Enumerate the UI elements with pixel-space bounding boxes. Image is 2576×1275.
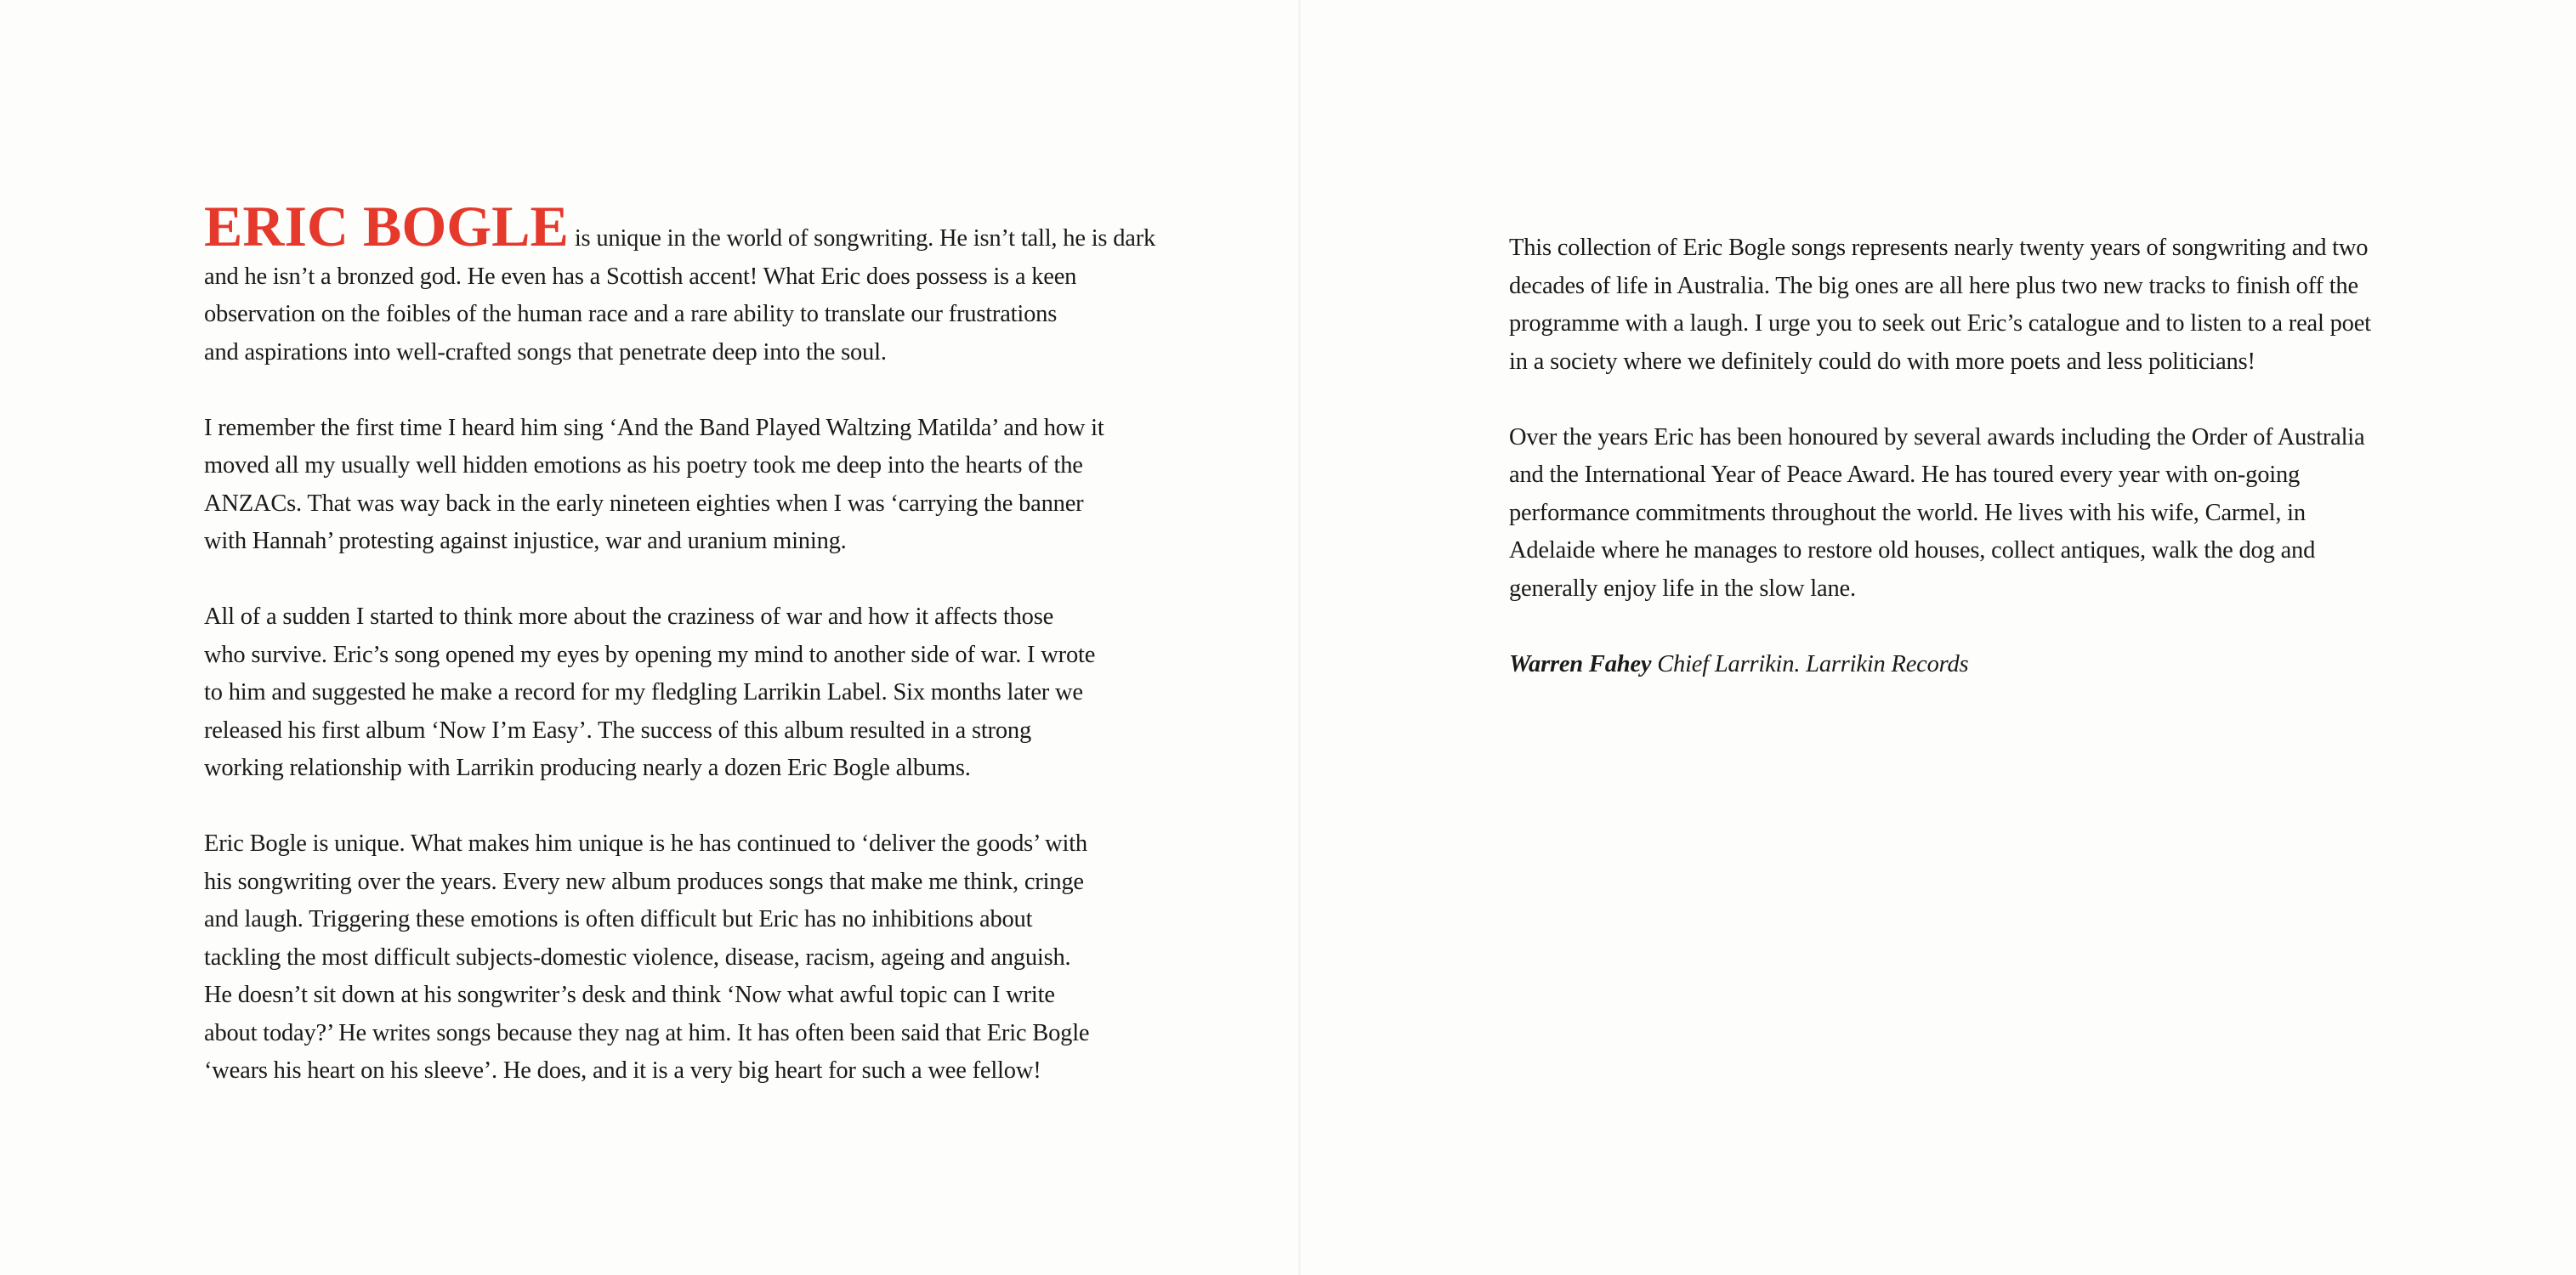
text-line: ‘wears his heart on his sleeve’. He does, and it is a very big heart for such a wee fellow!	[204, 1057, 1041, 1084]
text-line: This collection of Eric Bogle songs represents nearly twenty years of songwriting and two	[1509, 235, 2369, 261]
text-line: in a society where we definitely could do with more poets and less politicians!	[1509, 348, 2255, 375]
author-name: Warren Fahey	[1509, 650, 1652, 677]
author-title: Chief Larrikin. Larrikin Records	[1657, 650, 1969, 677]
text-line: and aspirations into well-crafted songs that penetrate deep into the soul.	[204, 338, 887, 366]
right-page	[1301, 0, 2576, 1275]
artist-name-heading: ERIC BOGLE	[204, 194, 569, 258]
signature	[1509, 646, 2495, 684]
text-line: decades of life in Australia. The big ones are all here plus two new tracks to finish off the	[1509, 272, 2358, 299]
text-line: to him and suggested he make a record for my fledgling Larrikin Label. Six months later we	[204, 679, 1083, 706]
text-line: is unique in the world of songwriting. He isn’t tall, he is dark	[574, 225, 1156, 252]
text-line: moved all my usually well hidden emotions as his poetry took me deep into the hearts of the	[204, 452, 1083, 479]
text-line: his songwriting over the years. Every new album produces songs that make me think, cringe	[204, 868, 1084, 895]
text-line: and the International Year of Peace Award. He has toured every year with on-going	[1509, 462, 2301, 488]
text-line: released his first album ‘Now I’m Easy’. The success of this album resulted in a strong	[204, 717, 1032, 744]
memory-paragraph	[204, 410, 1189, 561]
text-line: performance commitments throughout the world. He lives with his wife, Carmel, in	[1509, 499, 2306, 526]
text-line: and laugh. Triggering these emotions is often difficult but Eric has no inhibitions about	[204, 906, 1033, 932]
text-line: ANZACs. That was way back in the early nineteen eighties when I was ‘carrying the banner	[204, 490, 1084, 517]
collection-paragraph	[1509, 230, 2495, 381]
text-line: He doesn’t sit down at his songwriter’s desk and think ‘Now what awful topic can I write	[204, 982, 1055, 1008]
right-text-column	[1509, 230, 2495, 722]
text-line: All of a sudden I started to think more about the craziness of war and how it affects those	[204, 604, 1054, 630]
awards-paragraph	[1509, 419, 2495, 609]
text-line: Over the years Eric has been honoured by several awards including the Order of Australia	[1509, 423, 2365, 450]
text-line: with Hannah’ protesting against injustice, war and uranium mining.	[204, 528, 847, 554]
text-line: observation on the foibles of the human race and a rare ability to translate our frustrations	[204, 301, 1058, 327]
intro-paragraph	[204, 194, 1189, 371]
war-paragraph	[204, 598, 1189, 788]
text-line: generally enjoy life in the slow lane.	[1509, 575, 1856, 602]
left-text-column	[204, 194, 1189, 1128]
text-line: I remember the first time I heard him sing ‘And the Band Played Waltzing Matilda’ and how it	[204, 414, 1104, 441]
text-line: and he isn’t a bronzed god. He even has a Scottish accent! What Eric does possess is a keen	[204, 263, 1077, 290]
text-line: about today?’ He writes songs because they nag at him. It has often been said that Eric Bogle	[204, 1019, 1090, 1046]
unique-paragraph	[204, 825, 1189, 1091]
text-line: working relationship with Larrikin producing nearly a dozen Eric Bogle albums.	[204, 755, 971, 781]
text-line: Adelaide where he manages to restore old houses, collect antiques, walk the dog and	[1509, 537, 2316, 564]
text-line: tackling the most difficult subjects-domestic violence, disease, racism, ageing and anguish.	[204, 944, 1071, 971]
text-line: who survive. Eric’s song opened my eyes by opening my mind to another side of war. I wrote	[204, 641, 1096, 668]
text-line: Eric Bogle is unique. What makes him unique is he has continued to ‘deliver the goods’ with	[204, 830, 1087, 857]
text-line: programme with a laugh. I urge you to seek out Eric’s catalogue and to listen to a real poet	[1509, 310, 2371, 337]
